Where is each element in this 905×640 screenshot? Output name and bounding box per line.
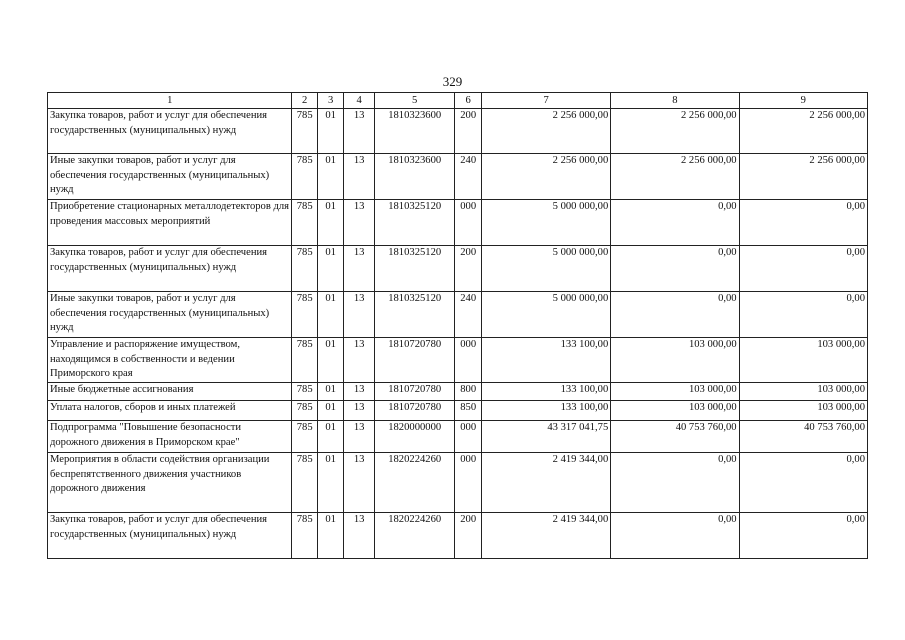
row-name: Приобретение стационарных металлодетекторов для проведения массовых мероприятий: [48, 200, 292, 246]
cell-amount-1: 5 000 000,00: [481, 200, 610, 246]
table-row: [48, 383, 868, 401]
cell-amount-1: 5 000 000,00: [481, 246, 610, 292]
cell-amount-1: 133 100,00: [481, 338, 610, 383]
cell-target-article: 1810323600: [374, 109, 454, 154]
cell-ministry: 785: [292, 401, 317, 421]
column-header: 5: [374, 93, 454, 109]
cell-target-article: 1810720780: [374, 383, 454, 401]
row-name: Иные закупки товаров, работ и услуг для обеспечения государственных (муниципальных) нужд: [48, 292, 292, 338]
cell-amount-3: 0,00: [739, 453, 867, 513]
cell-section: 01: [317, 154, 343, 200]
row-name: Мероприятия в области содействия организации беспрепятственного движения участников дорожного движения: [48, 453, 292, 513]
table-row: [48, 154, 868, 200]
cell-amount-3: 103 000,00: [739, 401, 867, 421]
cell-amount-2: 0,00: [611, 513, 739, 559]
cell-expense-type: 240: [455, 154, 481, 200]
cell-amount-2: 2 256 000,00: [611, 154, 739, 200]
column-header: 2: [292, 93, 317, 109]
cell-subsection: 13: [344, 453, 375, 513]
cell-ministry: 785: [292, 154, 317, 200]
cell-amount-3: 0,00: [739, 200, 867, 246]
column-header: 9: [739, 93, 867, 109]
cell-section: 01: [317, 421, 343, 453]
column-number-row: [48, 93, 868, 109]
cell-amount-1: 2 419 344,00: [481, 513, 610, 559]
cell-subsection: 13: [344, 513, 375, 559]
cell-target-article: 1810325120: [374, 200, 454, 246]
table-row: [48, 421, 868, 453]
table-row: [48, 401, 868, 421]
cell-subsection: 13: [344, 421, 375, 453]
cell-ministry: 785: [292, 292, 317, 338]
cell-subsection: 13: [344, 109, 375, 154]
cell-ministry: 785: [292, 200, 317, 246]
cell-subsection: 13: [344, 401, 375, 421]
cell-section: 01: [317, 338, 343, 383]
cell-section: 01: [317, 383, 343, 401]
column-header: 8: [611, 93, 739, 109]
cell-expense-type: 000: [455, 421, 481, 453]
budget-table: [47, 92, 868, 559]
cell-section: 01: [317, 513, 343, 559]
cell-amount-3: 0,00: [739, 513, 867, 559]
cell-section: 01: [317, 109, 343, 154]
cell-expense-type: 000: [455, 200, 481, 246]
cell-expense-type: 200: [455, 513, 481, 559]
cell-expense-type: 200: [455, 246, 481, 292]
cell-section: 01: [317, 292, 343, 338]
cell-ministry: 785: [292, 109, 317, 154]
cell-amount-2: 2 256 000,00: [611, 109, 739, 154]
cell-section: 01: [317, 200, 343, 246]
table-row: [48, 200, 868, 246]
cell-amount-1: 43 317 041,75: [481, 421, 610, 453]
cell-amount-2: 103 000,00: [611, 401, 739, 421]
cell-section: 01: [317, 453, 343, 513]
cell-target-article: 1820224260: [374, 453, 454, 513]
cell-amount-1: 133 100,00: [481, 383, 610, 401]
cell-amount-1: 5 000 000,00: [481, 292, 610, 338]
cell-subsection: 13: [344, 246, 375, 292]
column-header: 6: [455, 93, 481, 109]
cell-expense-type: 850: [455, 401, 481, 421]
row-name: Управление и распоряжение имуществом, находящимся в собственности и ведении Приморского края: [48, 338, 292, 383]
cell-expense-type: 000: [455, 453, 481, 513]
cell-subsection: 13: [344, 338, 375, 383]
cell-subsection: 13: [344, 200, 375, 246]
cell-ministry: 785: [292, 338, 317, 383]
cell-expense-type: 240: [455, 292, 481, 338]
cell-target-article: 1820000000: [374, 421, 454, 453]
cell-subsection: 13: [344, 383, 375, 401]
cell-amount-3: 2 256 000,00: [739, 109, 867, 154]
cell-section: 01: [317, 246, 343, 292]
cell-expense-type: 800: [455, 383, 481, 401]
table-row: [48, 513, 868, 559]
table-row: [48, 246, 868, 292]
cell-amount-3: 2 256 000,00: [739, 154, 867, 200]
cell-ministry: 785: [292, 246, 317, 292]
cell-amount-2: 0,00: [611, 200, 739, 246]
cell-ministry: 785: [292, 421, 317, 453]
cell-subsection: 13: [344, 154, 375, 200]
cell-target-article: 1810720780: [374, 401, 454, 421]
table-row: [48, 292, 868, 338]
cell-target-article: 1820224260: [374, 513, 454, 559]
cell-target-article: 1810323600: [374, 154, 454, 200]
cell-amount-2: 103 000,00: [611, 338, 739, 383]
cell-section: 01: [317, 401, 343, 421]
table-row: [48, 453, 868, 513]
row-name: Закупка товаров, работ и услуг для обеспечения государственных (муниципальных) нужд: [48, 246, 292, 292]
cell-amount-1: 2 419 344,00: [481, 453, 610, 513]
cell-ministry: 785: [292, 453, 317, 513]
cell-target-article: 1810325120: [374, 246, 454, 292]
page-number: 329: [442, 74, 463, 89]
cell-expense-type: 200: [455, 109, 481, 154]
row-name: Иные бюджетные ассигнования: [48, 383, 292, 401]
cell-subsection: 13: [344, 292, 375, 338]
cell-amount-2: 0,00: [611, 292, 739, 338]
cell-amount-2: 103 000,00: [611, 383, 739, 401]
table-row: [48, 338, 868, 383]
cell-target-article: 1810720780: [374, 338, 454, 383]
column-header: 3: [317, 93, 343, 109]
cell-amount-2: 0,00: [611, 453, 739, 513]
column-header: 4: [344, 93, 375, 109]
table-row: [48, 109, 868, 154]
cell-amount-3: 40 753 760,00: [739, 421, 867, 453]
row-name: Уплата налогов, сборов и иных платежей: [48, 401, 292, 421]
column-header: 7: [481, 93, 610, 109]
row-name: Закупка товаров, работ и услуг для обеспечения государственных (муниципальных) нужд: [48, 109, 292, 154]
row-name: Подпрограмма "Повышение безопасности дорожного движения в Приморском крае": [48, 421, 292, 453]
cell-target-article: 1810325120: [374, 292, 454, 338]
cell-amount-3: 103 000,00: [739, 338, 867, 383]
cell-amount-3: 0,00: [739, 246, 867, 292]
cell-amount-3: 103 000,00: [739, 383, 867, 401]
cell-expense-type: 000: [455, 338, 481, 383]
cell-ministry: 785: [292, 383, 317, 401]
cell-ministry: 785: [292, 513, 317, 559]
cell-amount-1: 2 256 000,00: [481, 154, 610, 200]
row-name: Иные закупки товаров, работ и услуг для обеспечения государственных (муниципальных) нужд: [48, 154, 292, 200]
column-header: 1: [48, 93, 292, 109]
cell-amount-2: 0,00: [611, 246, 739, 292]
row-name: Закупка товаров, работ и услуг для обеспечения государственных (муниципальных) нужд: [48, 513, 292, 559]
cell-amount-1: 133 100,00: [481, 401, 610, 421]
cell-amount-1: 2 256 000,00: [481, 109, 610, 154]
cell-amount-2: 40 753 760,00: [611, 421, 739, 453]
cell-amount-3: 0,00: [739, 292, 867, 338]
